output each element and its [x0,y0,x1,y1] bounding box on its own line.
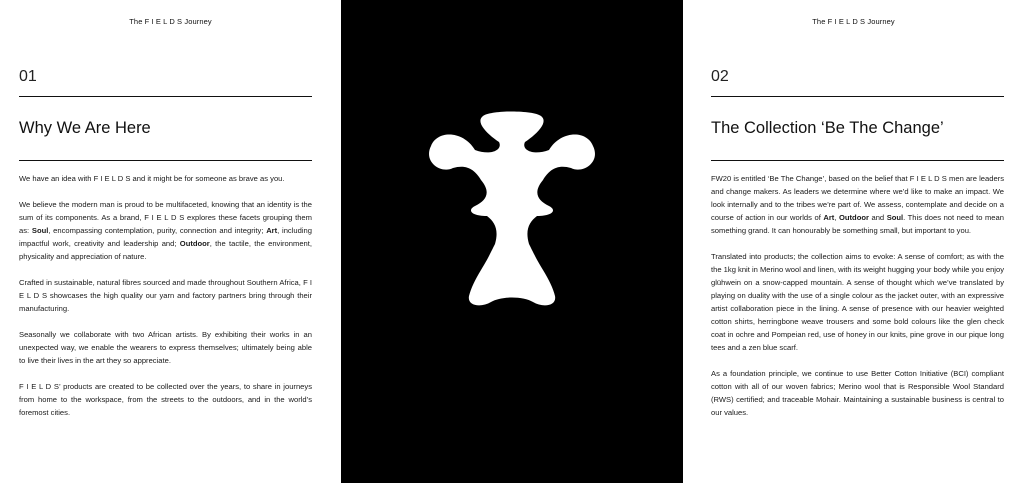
paragraph-text: Translated into products; the collection aims to evoke: A sense of comfort; as with the the 1kg knit in Merino wool and linen, with its weight hugging your body while you enjoy glühwein on a snow-capped mountain. A sense of thought which we’ve translated by playing on duality with the use of a single colour as the jacket outer, with an expressive artist collaboration piece in the lining. A sense of presence with our heavier weighted cotton shirts, herringbone weave trousers and some bold colours like the glen check coat in ochre and Pompeian red, use of honey in our knits, pine grove in our pique long tees and a zen blue scarf. [711,252,1004,352]
rule-top [711,96,1004,97]
rule-under-title [19,160,312,161]
paragraph-text: As a foundation principle, we continue to use Better Cotton Initiative (BCI) compliant cotton with all of our woven fabrics; Merino wool that is Responsible Wool Standard (RWS) certified; and traceable Mohair. Maintaining a sustainable business is central to our values. [711,369,1004,417]
keyword: Outdoor [179,239,210,248]
paragraph [19,380,312,419]
paragraph [19,328,312,367]
paragraph-text: and [868,213,887,222]
right-page [683,0,1024,483]
paragraph-text: We believe the modern man is proud to be multifaceted, knowing that an identity is the sum of its components. As a brand, F I E L D S explores these facets grouping them as: [19,200,312,235]
paragraph-text: FW20 is entitled ‘Be The Change’, based on the belief that F I E L D S men are leaders and change makers. As leaders we determine where we’d like to make an impact. We look internally and to the tribes we’re part of. We assess, contemplate and decide on a course of action in our worlds of [711,174,1004,222]
section-number: 02 [711,68,729,85]
fields-emblem-icon [425,110,599,310]
keyword: Soul [886,213,904,222]
section-title: Why We Are Here [19,119,151,137]
running-head: The F I E L D S Journey [812,17,895,26]
paragraph-text: F I E L D S’ products are created to be collected over the years, to share in journeys from home to the workspace, from the streets to the outdoors, and in the world’s foremost cities. [19,382,312,417]
paragraph-text: We have an idea with F I E L D S and it might be for someone as brave as you. [19,174,285,183]
rule-under-title [711,160,1004,161]
keyword: Art [823,213,835,222]
section-title: The Collection ‘Be The Change’ [711,119,944,137]
left-page [0,0,341,483]
paragraph [711,250,1004,354]
paragraph-text: Crafted in sustainable, natural fibres sourced and made throughout Southern Africa, F I E L D S showcases the high quality our yarn and factory partners bring through their manufacturing. [19,278,312,313]
keyword: Outdoor [838,213,869,222]
keyword: Soul [31,226,49,235]
paragraph [19,198,312,263]
paragraph [711,172,1004,237]
keyword: Art [266,226,278,235]
paragraph [19,276,312,315]
body-text [711,172,1004,432]
paragraph-text: . This does not need to mean something grand. It can honourably be something small, but important to you. [711,213,1004,235]
paragraph [711,367,1004,419]
paragraph-text: , encompassing contemplation, purity, connection and integrity; [48,226,267,235]
paragraph-text: , the tactile, the environment, physicality and appreciation of nature. [19,239,312,261]
paragraph-text: Seasonally we collaborate with two African artists. By exhibiting their works in an unexpected way, we enable the wearers to express themselves; ultimately being able to live their lives in the art they so appreciate. [19,330,312,365]
paragraph [19,172,312,185]
center-page [341,0,683,483]
paragraph-text: , including impactful work, creativity and leadership and; [19,226,312,248]
running-head: The F I E L D S Journey [129,17,212,26]
rule-top [19,96,312,97]
paragraph-text: , [834,213,839,222]
body-text [19,172,312,432]
section-number: 01 [19,68,37,85]
